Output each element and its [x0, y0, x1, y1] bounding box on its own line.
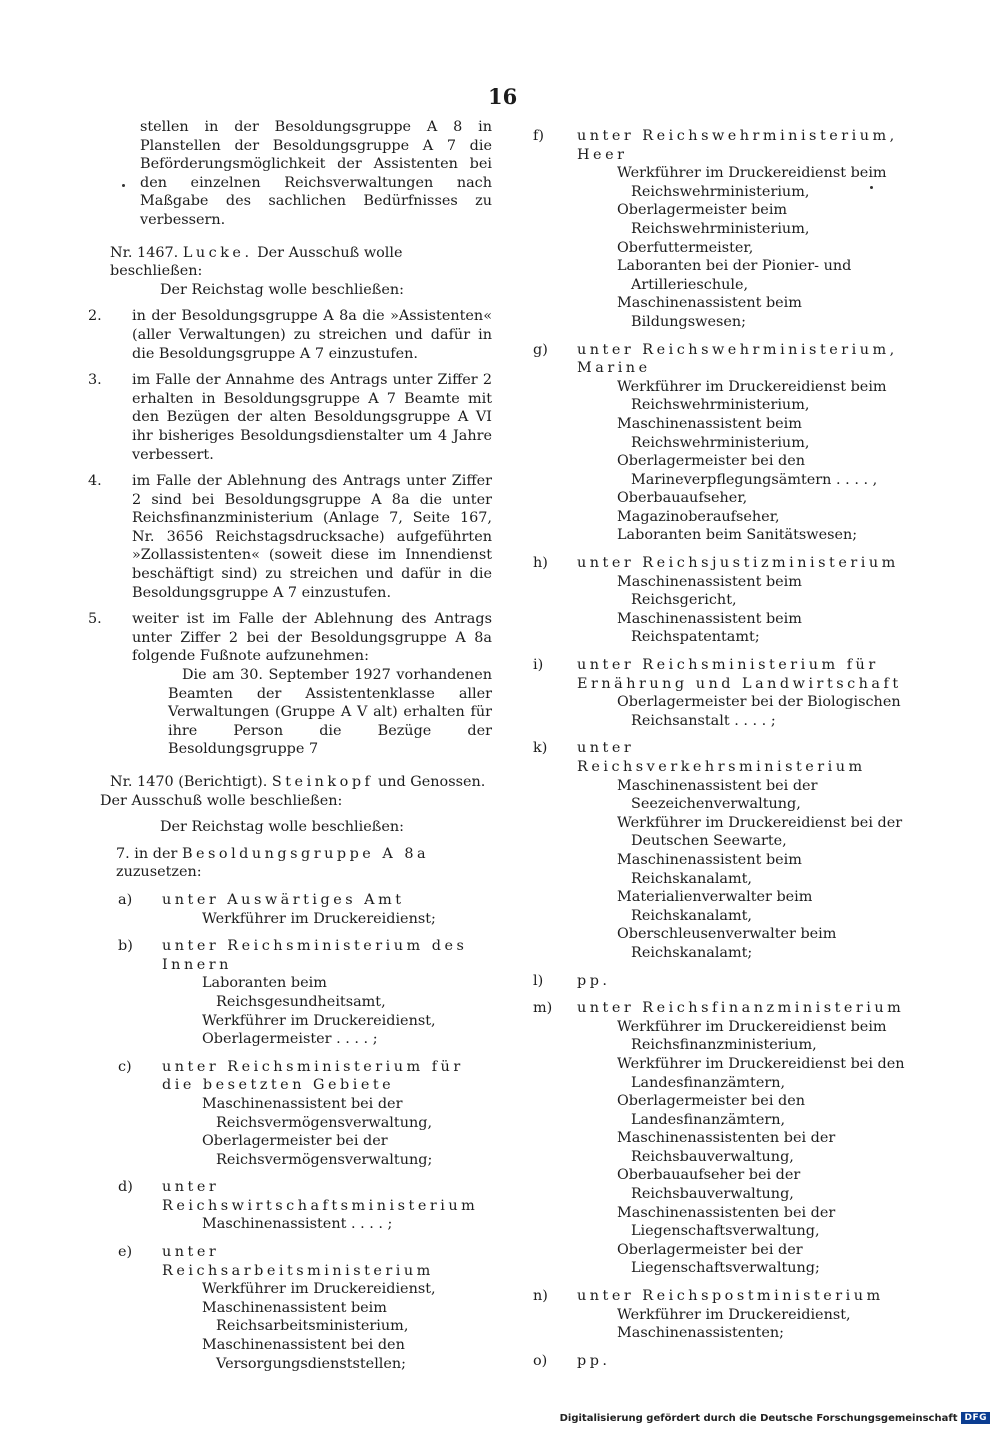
ministry-heading	[533, 739, 905, 776]
motion-item-7: 7. in der Besoldungsgruppe A 8a zuzusetzen:	[116, 845, 430, 881]
ministry-label: k)	[533, 740, 548, 757]
motion-1467	[88, 244, 492, 759]
position-entry: Laboranten beim Reichsgesundheitsamt,	[202, 975, 386, 1010]
position-entry: Maschinenassistent beim Reichsgericht,	[617, 573, 802, 609]
ministry-heading	[118, 891, 492, 910]
ministry-heading	[533, 127, 905, 164]
ministry-heading	[118, 937, 492, 974]
position-entry: Werkführer im Druckereidienst beim Reichswehrministerium,	[617, 378, 887, 414]
motion-heading: Nr. 1470 (Berichtigt). Steinkopf und Genossen.	[110, 774, 486, 790]
position-entry: Werkführer im Druckereidienst;	[202, 910, 436, 927]
ministry-name: unter Reichsarbeitsministerium	[162, 1244, 434, 1279]
ministry-section	[533, 739, 905, 962]
ministry-section	[533, 972, 905, 991]
position-entry: Oberbauaufseher,	[617, 490, 748, 507]
ministry-section	[533, 554, 905, 647]
position-entry: Laboranten beim Sanitätswesen;	[617, 527, 858, 544]
position-entry: Materialienverwalter beim Reichskanalamt,	[617, 889, 813, 924]
position-entry: Oberbauaufseher bei der Reichsbauverwaltung,	[617, 1167, 801, 1203]
position-entry: Werkführer im Druckereidienst bei der Deutschen Seewarte,	[617, 814, 903, 850]
ministry-list-right	[533, 127, 905, 1370]
ministry-section	[118, 891, 492, 928]
ministry-name: unter Reichsministerium für die besetzten Gebiete	[162, 1058, 464, 1094]
ministry-name: unter Reichspostministerium	[577, 1288, 884, 1305]
position-entry: Maschinenassistent beim Bildungswesen;	[617, 295, 802, 330]
ministry-label: a)	[118, 891, 133, 908]
ministry-heading	[533, 1287, 905, 1306]
position-entry: Werkführer im Druckereidienst bei den Landesfinanzämtern,	[617, 1055, 905, 1091]
ministry-heading	[533, 554, 905, 573]
position-entry: Werkführer im Druckereidienst beim Reichswehrministerium,	[617, 165, 887, 200]
ministry-name: unter Reichsministerium des Innern	[162, 938, 468, 973]
ministry-heading	[533, 341, 905, 378]
ministry-label: i)	[533, 657, 544, 674]
position-entry: Oberschleusenverwalter beim Reichskanalamt;	[617, 926, 837, 961]
ministry-section	[118, 937, 492, 1049]
motion-author: Lucke.	[182, 244, 253, 261]
position-entry: Oberfuttermeister,	[617, 239, 754, 256]
position-list	[555, 1018, 905, 1278]
ink-speck	[870, 186, 873, 189]
position-entry: Oberlagermeister bei der Reichsvermögensverwaltung;	[202, 1133, 433, 1168]
ministry-name: unter Reichswirtschaftsministerium	[162, 1179, 479, 1214]
ministry-label: m)	[533, 1000, 553, 1017]
motion-line: Der Ausschuß wolle beschließen:	[100, 792, 343, 809]
ministry-label: b)	[118, 938, 133, 955]
ministry-heading	[533, 999, 905, 1018]
ministry-name: pp.	[577, 972, 611, 989]
motion-subheading: Der Reichstag wolle beschließen:	[160, 819, 405, 836]
ministry-label: o)	[533, 1352, 548, 1369]
motion-item: 4. im Falle der Ablehnung des Antrags unter Ziffer 2 sind bei Besoldungsgruppe A 8a die unter Reichsfinanzministerium (Anlage 7, Seite 167, Nr. 3656 Reichstagsdrucksache) aufgeführten »Zollassistenten« (soweit diese im Innendienst beschäftigt sind) zu streichen und dafür in die Besoldungsgruppe A 7 einzustufen.	[88, 473, 492, 601]
position-entry: Maschinenassistent beim Reichspatentamt;	[617, 610, 802, 646]
ministry-heading	[118, 1178, 492, 1215]
position-entry: Magazinoberaufseher,	[617, 508, 780, 525]
position-entry: Maschinenassistent beim Reichswehrministerium,	[617, 415, 810, 451]
ministry-heading	[533, 972, 905, 991]
ministry-heading	[118, 1058, 492, 1095]
ministry-name: unter Reichsjustizministerium	[577, 555, 899, 572]
position-list	[555, 164, 905, 331]
ministry-label: h)	[533, 555, 548, 572]
position-entry: Werkführer im Druckereidienst,	[202, 1281, 436, 1298]
ministry-section	[118, 1058, 492, 1170]
motion-author: Steinkopf	[271, 774, 374, 790]
position-entry: Oberlagermeister beim Reichswehrministerium,	[617, 202, 810, 237]
position-entry: Maschinenassistent bei der Reichsvermögensverwaltung,	[202, 1095, 433, 1131]
ministry-label: e)	[118, 1244, 133, 1261]
footnote-quote: Die am 30. September 1927 vorhandenen Beamten der Assistentenklasse aller Verwaltungen (Gruppe A V alt) erhalten für ihre Person die Bezüge der Besoldungsgruppe 7	[168, 667, 492, 758]
intro-paragraph: stellen in der Besoldungsgruppe A 8 in Planstellen der Besoldungsgruppe A 7 die Beförderungsmöglichkeit der Assistenten bei den einzelnen Reichsverwaltungen nach Maßgabe des sachlichen Bedürfnisses zu verbessern.	[140, 119, 492, 228]
ministry-label: f)	[533, 128, 544, 144]
position-entry: Maschinenassistenten bei der Liegenschaftsverwaltung,	[617, 1204, 836, 1240]
position-list	[140, 1095, 492, 1169]
ministry-list-left	[110, 891, 492, 1373]
ministry-name: unter Reichsverkehrsministerium	[577, 740, 866, 775]
position-entry: Maschinenassistent beim Reichskanalamt,	[617, 851, 802, 887]
position-list	[555, 1306, 905, 1343]
ministry-heading	[118, 1243, 492, 1280]
position-list	[140, 974, 492, 1048]
ministry-label: d)	[118, 1179, 133, 1196]
ministry-section	[118, 1178, 492, 1234]
dfg-logo: DFG	[961, 1412, 990, 1424]
ministry-label: g)	[533, 341, 548, 358]
position-entry: Oberlagermeister bei den Landesfinanzämtern,	[617, 1093, 805, 1128]
motion-1470	[100, 773, 492, 882]
position-entry: Maschinenassistent beim Reichsarbeitsministerium,	[202, 1299, 409, 1335]
ministry-section	[533, 127, 905, 332]
ministry-name: unter Auswärtiges Amt	[162, 891, 405, 908]
position-entry: Maschinenassistent bei den Versorgungsdienststellen;	[202, 1337, 407, 1372]
position-entry: Laboranten bei der Pionier- und Artillerieschule,	[617, 258, 852, 293]
position-list	[140, 910, 492, 929]
ministry-heading	[533, 656, 905, 693]
position-entry: Oberlagermeister bei der Biologischen Reichsanstalt . . . . ;	[617, 694, 901, 729]
position-list	[140, 1280, 492, 1373]
motion-item: 3. im Falle der Annahme des Antrags unter Ziffer 2 erhalten in Besoldungsgruppe A 7 Beamte mit den Bezügen der alten Besoldungsgruppe A VI ihr bisheriges Besoldungsdienstalter um 4 Jahre verbessert.	[88, 372, 492, 463]
position-entry: Maschinenassistent bei der Seezeichenverwaltung,	[617, 777, 818, 813]
ministry-section	[118, 1243, 492, 1373]
position-entry: Maschinenassistenten;	[617, 1325, 785, 1342]
ministry-section	[533, 656, 905, 730]
motion-item: 5. weiter ist im Falle der Ablehnung des Antrags unter Ziffer 2 bei der Besoldungsgruppe A 8a folgende Fußnote aufzunehmen:	[88, 611, 492, 665]
ministry-section	[533, 341, 905, 546]
right-column	[533, 118, 905, 1370]
ministry-section	[533, 999, 905, 1278]
ministry-section	[533, 1352, 905, 1371]
ministry-label: c)	[118, 1058, 132, 1075]
position-entry: Werkführer im Druckereidienst beim Reichsfinanzministerium,	[617, 1018, 887, 1054]
ministry-label: l)	[533, 972, 544, 989]
position-entry: Oberlagermeister bei den Marineverpflegungsämtern . . . . ,	[617, 453, 878, 488]
position-entry: Maschinenassistenten bei der Reichsbauverwaltung,	[617, 1130, 836, 1165]
ministry-label: n)	[533, 1288, 548, 1305]
ministry-name: unter Reichsministerium für Ernährung und Landwirtschaft	[577, 657, 902, 692]
position-entry: Werkführer im Druckereidienst,	[202, 1012, 436, 1029]
ministry-section	[533, 1287, 905, 1343]
ministry-name: unter Reichswehrministerium, Heer	[577, 128, 898, 163]
position-entry: Oberlagermeister bei der Liegenschaftsverwaltung;	[617, 1241, 820, 1277]
footer-text: Digitalisierung gefördert durch die Deutsche Forschungsgemeinschaft	[559, 1412, 958, 1424]
position-entry: Oberlagermeister . . . . ;	[202, 1031, 378, 1048]
position-entry: Maschinenassistent . . . . ;	[202, 1216, 393, 1233]
ministry-heading	[533, 1352, 905, 1371]
position-list	[555, 378, 905, 545]
position-list	[555, 573, 905, 647]
position-list	[555, 777, 905, 963]
position-list	[555, 693, 905, 730]
motion-heading: Nr. 1467. Lucke. Der Ausschuß wolle beschließen:	[110, 244, 403, 280]
ministry-name: unter Reichswehrministerium, Marine	[577, 341, 898, 377]
position-entry: Werkführer im Druckereidienst,	[617, 1306, 851, 1323]
motion-subheading: Der Reichstag wolle beschließen:	[160, 281, 405, 298]
ministry-name: pp.	[577, 1352, 611, 1369]
footer-credit	[560, 1412, 990, 1424]
ink-speck	[122, 184, 125, 187]
position-list	[140, 1215, 492, 1234]
motion-item: 2. in der Besoldungsgruppe A 8a die »Assistenten« (aller Verwaltungen) zu streichen und dafür in die Besoldungsgruppe A 7 einzustufen.	[88, 308, 492, 362]
ministry-name: unter Reichsfinanzministerium	[577, 1000, 905, 1017]
page-number: 16	[488, 84, 518, 109]
left-column	[88, 118, 492, 1373]
